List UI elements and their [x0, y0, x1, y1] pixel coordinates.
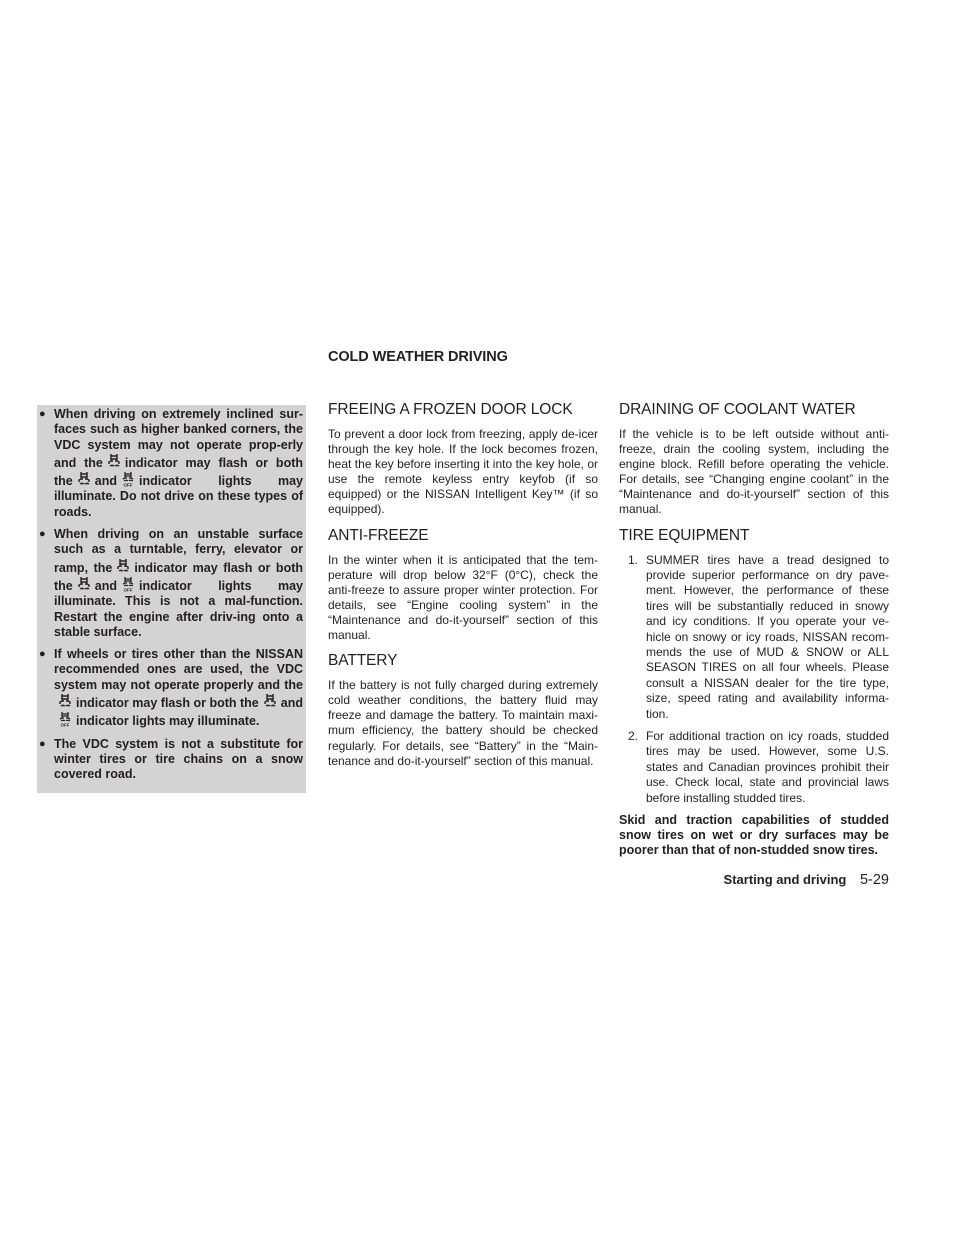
caution-text: indicator lights may illuminate. Do not drive on these types of roads.	[54, 474, 303, 519]
heading-draining-coolant: DRAINING OF COOLANT WATER	[619, 401, 856, 418]
caution-text: indicator may flash or both the	[54, 455, 303, 489]
paragraph-battery: If the battery is not fully charged during extremely cold weather conditions, the battery fluid may freeze and damage the battery. To maintain maxi-mum efficiency, the battery should be checked regularly. For details, see “Battery” in the “Main-tenance and do-it-yourself” section of this manual.	[328, 678, 598, 768]
off-label: OFF	[123, 587, 133, 592]
caution-text: When driving on an unstable surface such as a turntable, ferry, elevator or ramp, the	[54, 527, 303, 575]
vdc-slip-indicator-icon	[59, 693, 71, 709]
off-label: OFF	[123, 482, 133, 488]
caution-text: and	[94, 474, 117, 489]
studded-tire-note: Skid and traction capabilities of studded snow tires on wet or dry surfaces may be poorer than that of non-studded snow tires.	[619, 813, 889, 858]
caution-text: indicator may flash or both the	[54, 560, 304, 593]
heading-battery: BATTERY	[328, 652, 398, 670]
heading-tire-equipment: TIRE EQUIPMENT	[619, 526, 750, 544]
caution-text: indicator may flash or both the	[76, 696, 259, 711]
bullet-icon: ●	[39, 408, 46, 420]
caution-item	[37, 647, 303, 729]
caution-item	[37, 737, 303, 783]
list-text: For additional traction on icy roads, studded tires may be used. However, some U.S. states and Canadian provinces prohibit their use. Check local, state and provincial laws before installing studded tires.	[646, 729, 889, 805]
caution-text: indicator lights may illuminate. This is not a mal-function. Restart the engine after driv-ing onto a stable surface.	[54, 578, 303, 639]
vdc-slip-indicator-icon	[108, 453, 120, 469]
vdc-off-indicator-icon	[122, 471, 134, 487]
vdc-slip-indicator-icon	[78, 471, 90, 487]
paragraph-anti-freeze: In the winter when it is anticipated that the tem-perature will drop below 32°F (0°C), check the anti-freeze to assure proper winter protection. For details, see “Engine cooling system” in the “Maintenance and do-it-yourself” section of this manual.	[328, 552, 598, 643]
vdc-slip-indicator-icon	[264, 693, 276, 709]
heading-freeing-door-lock: FREEING A FROZEN DOOR LOCK	[328, 401, 573, 418]
caution-text: and	[280, 696, 303, 711]
caution-text: If wheels or tires other than the NISSAN recommended ones are used, the VDC system may not operate properly and the	[54, 647, 303, 692]
bullet-icon: ●	[39, 737, 46, 750]
column-right	[619, 400, 889, 858]
page-number: 5-29	[859, 872, 889, 888]
off-label: OFF	[60, 722, 70, 728]
list-text: SUMMER tires have a tread designed to provide superior performance on dry pave-ment. However, the performance of these tires will be substantially reduced in snowy and icy conditions. If you operate your ve-hicle on snowy or icy roads, NISSAN recom-mends the use of MUD & SNOW or ALL SEASON TIRES on all four wheels. Please consult a NISSAN dealer for the tire type, size, speed rating and availability informa-tion.	[646, 552, 889, 721]
caution-text: indicator lights may illuminate.	[76, 714, 260, 729]
caution-text: The VDC system is not a substitute for winter tires or tire chains on a snow covered road.	[54, 736, 303, 782]
page-footer	[724, 872, 889, 888]
list-item	[619, 553, 889, 722]
caution-item	[37, 527, 303, 640]
heading-anti-freeze: ANTI-FREEZE	[328, 526, 429, 544]
paragraph-coolant: If the vehicle is to be left outside without anti-freeze, drain the cooling system, including the engine block. Refill before operating the vehicle. For details, see “Changing engine coolant” in the “Maintenance and do-it-yourself” section of this manual.	[619, 427, 889, 517]
list-number: 1.	[628, 552, 639, 567]
footer-section-name: Starting and driving	[723, 872, 847, 887]
vdc-off-indicator-icon	[122, 576, 134, 592]
column-middle	[328, 400, 598, 777]
vdc-slip-indicator-icon	[78, 576, 90, 592]
caution-text: When driving on extremely inclined sur-faces such as higher banked corners, the VDC system may not operate prop-erly and the	[54, 407, 303, 470]
bullet-icon: ●	[39, 648, 46, 661]
caution-item	[37, 407, 303, 520]
vdc-off-indicator-icon	[59, 711, 71, 727]
caution-box	[37, 405, 306, 793]
paragraph-door-lock: To prevent a door lock from freezing, apply de-icer through the key hole. If the lock becomes frozen, heat the key before inserting it into the key hole, or use the remote keyless entry keyfob (if so equipped) or the NISSAN Intelligent Key™ (if so equipped).	[328, 427, 598, 517]
list-number: 2.	[628, 729, 639, 744]
list-item	[619, 729, 889, 806]
section-title: COLD WEATHER DRIVING	[328, 349, 508, 365]
bullet-icon: ●	[39, 528, 46, 541]
caution-text: and	[94, 578, 117, 593]
vdc-slip-indicator-icon	[117, 558, 129, 574]
